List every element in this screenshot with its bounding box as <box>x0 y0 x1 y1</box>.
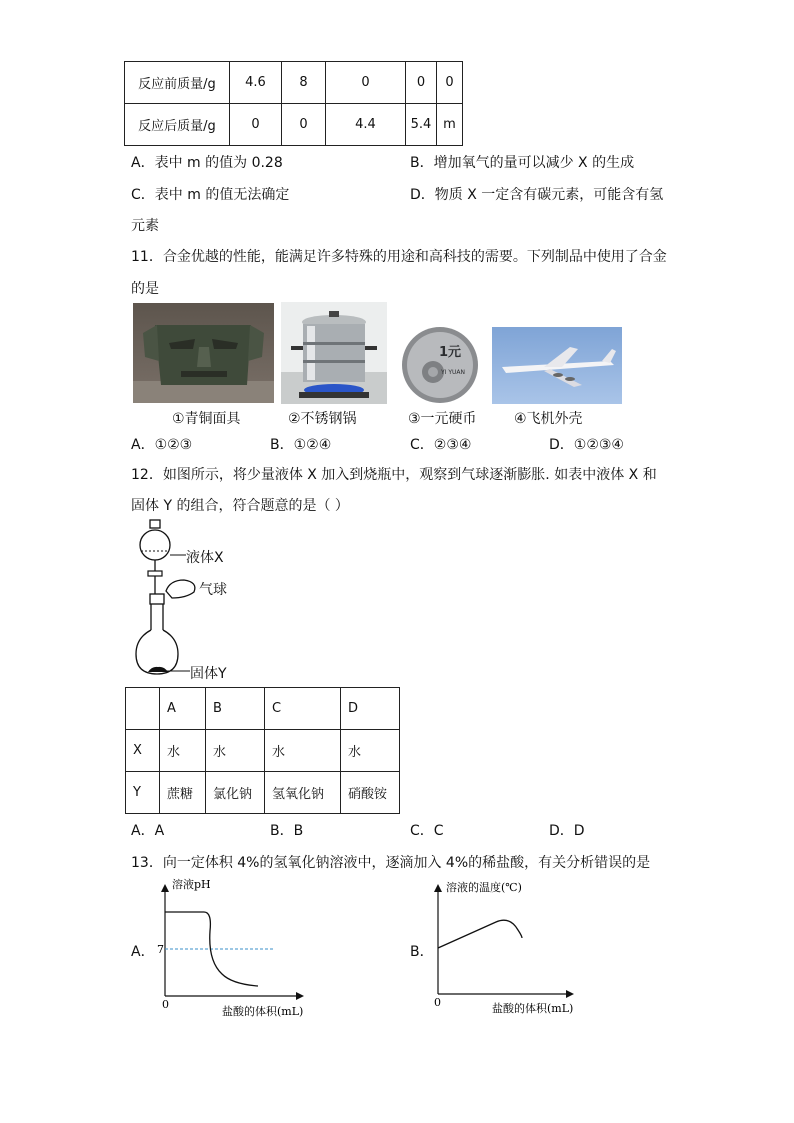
table-cell: 0 <box>406 62 437 104</box>
airplane-icon <box>492 327 622 404</box>
caption-coin: ③一元硬币 <box>408 411 477 427</box>
table-cell: 水 <box>341 730 400 772</box>
airplane-image <box>492 327 622 404</box>
table-cell: 氢氧化钠 <box>265 772 341 814</box>
table-cell: Y <box>126 772 160 814</box>
flask-apparatus-diagram <box>128 518 248 684</box>
table-cell: 0 <box>326 62 406 104</box>
graph-a-ph-curve <box>150 876 320 1021</box>
graph-b-xlabel: 盐酸的体积(mL) <box>492 1002 574 1015</box>
q12-option-c[interactable]: C．C <box>410 823 444 839</box>
graph-b-origin: 0 <box>434 996 441 1009</box>
table-cell: B <box>206 688 265 730</box>
table-cell: 蔗糖 <box>160 772 206 814</box>
table-row <box>126 772 400 814</box>
q11-option-c[interactable]: C．②③④ <box>410 437 472 453</box>
table-cell: C <box>265 688 341 730</box>
table-cell <box>126 688 160 730</box>
table-cell: 8 <box>282 62 326 104</box>
graph-a-tick-7: 7 <box>157 943 164 956</box>
q13-stem: 13．向一定体积 4%的氢氧化钠溶液中，逐滴加入 4%的稀盐酸，有关分析错误的是 <box>131 855 651 871</box>
table-cell: 0 <box>437 62 463 104</box>
graph-a-xlabel: 盐酸的体积(mL) <box>222 1005 304 1018</box>
caption-steamer-pot: ②不锈钢锅 <box>288 411 357 427</box>
q12-stem: 12．如图所示，将少量液体 X 加入到烧瓶中，观察到气球逐渐膨胀. 如表中液体 X 和 <box>131 467 657 483</box>
q13-option-a[interactable]: A． <box>131 944 155 960</box>
graph-b-ylabel: 溶液的温度(℃) <box>446 881 522 894</box>
table-cell: 0 <box>230 104 282 146</box>
table-row <box>125 104 463 146</box>
table-cell: 0 <box>282 104 326 146</box>
stopcock <box>148 571 162 576</box>
graph-b-temperature-curve <box>424 876 584 1021</box>
table-cell: X <box>126 730 160 772</box>
table-cell: 氯化钠 <box>206 772 265 814</box>
label-solid-y: 固体Y <box>190 666 227 682</box>
q11-option-a[interactable]: A．①②③ <box>131 437 193 453</box>
q10-option-d[interactable]: D．物质 X 一定含有碳元素，可能含有氢 <box>410 187 664 203</box>
q13-option-b[interactable]: B． <box>410 944 434 960</box>
mass-table <box>124 61 463 146</box>
steamer-pot-image <box>281 302 387 404</box>
row-label: 反应后质量/g <box>125 104 230 146</box>
coin-subtext: YI YUAN <box>441 369 465 376</box>
table-cell: 5.4 <box>406 104 437 146</box>
row-label: 反应前质量/g <box>125 62 230 104</box>
bronze-mask-image <box>133 303 274 403</box>
table-row <box>126 730 400 772</box>
pot-icon <box>281 302 387 404</box>
q12-option-a[interactable]: A．A <box>131 823 165 839</box>
graph-a-origin: 0 <box>162 998 169 1011</box>
table-cell: 水 <box>160 730 206 772</box>
q10-option-c[interactable]: C．表中 m 的值无法确定 <box>131 187 290 203</box>
table-row <box>126 688 400 730</box>
table-cell: 水 <box>265 730 341 772</box>
label-liquid-x: 液体X <box>186 550 224 566</box>
solid-y <box>148 667 168 672</box>
table-cell: 水 <box>206 730 265 772</box>
table-cell: D <box>341 688 400 730</box>
coin-image <box>401 326 479 404</box>
q11-option-d[interactable]: D．①②③④ <box>549 437 624 453</box>
table-cell: 4.4 <box>326 104 406 146</box>
table-cell: 4.6 <box>230 62 282 104</box>
q10-option-a[interactable]: A．表中 m 的值为 0.28 <box>131 155 283 171</box>
caption-bronze-mask: ①青铜面具 <box>172 411 241 427</box>
coin-denomination: 1元 <box>439 345 462 360</box>
q11-option-b[interactable]: B．①②④ <box>270 437 332 453</box>
q11-stem-cont: 的是 <box>131 281 159 297</box>
table-cell: 硝酸铵 <box>341 772 400 814</box>
balloon <box>166 580 195 598</box>
table-cell: m <box>437 104 463 146</box>
temperature-curve <box>438 920 522 948</box>
q12-option-d[interactable]: D．D <box>549 823 585 839</box>
q11-stem: 11．合金优越的性能，能满足许多特殊的用途和高科技的需要。下列制品中使用了合金 <box>131 249 667 265</box>
label-balloon: 气球 <box>199 582 227 598</box>
coin-icon <box>401 326 479 404</box>
table-cell: A <box>160 688 206 730</box>
q10-option-d-continued: 元素 <box>131 218 159 234</box>
q10-option-b[interactable]: B．增加氧气的量可以减少 X 的生成 <box>410 155 635 171</box>
funnel-bulb <box>140 530 170 560</box>
graph-a-ylabel: 溶液pH <box>172 878 211 891</box>
q12-stem-cont: 固体 Y 的组合，符合题意的是（ ） <box>131 498 349 514</box>
table-row <box>125 62 463 104</box>
bronze-mask-icon <box>133 303 274 403</box>
liquid-solid-table <box>125 687 400 814</box>
q12-option-b[interactable]: B．B <box>270 823 304 839</box>
caption-airplane: ④飞机外壳 <box>514 411 583 427</box>
